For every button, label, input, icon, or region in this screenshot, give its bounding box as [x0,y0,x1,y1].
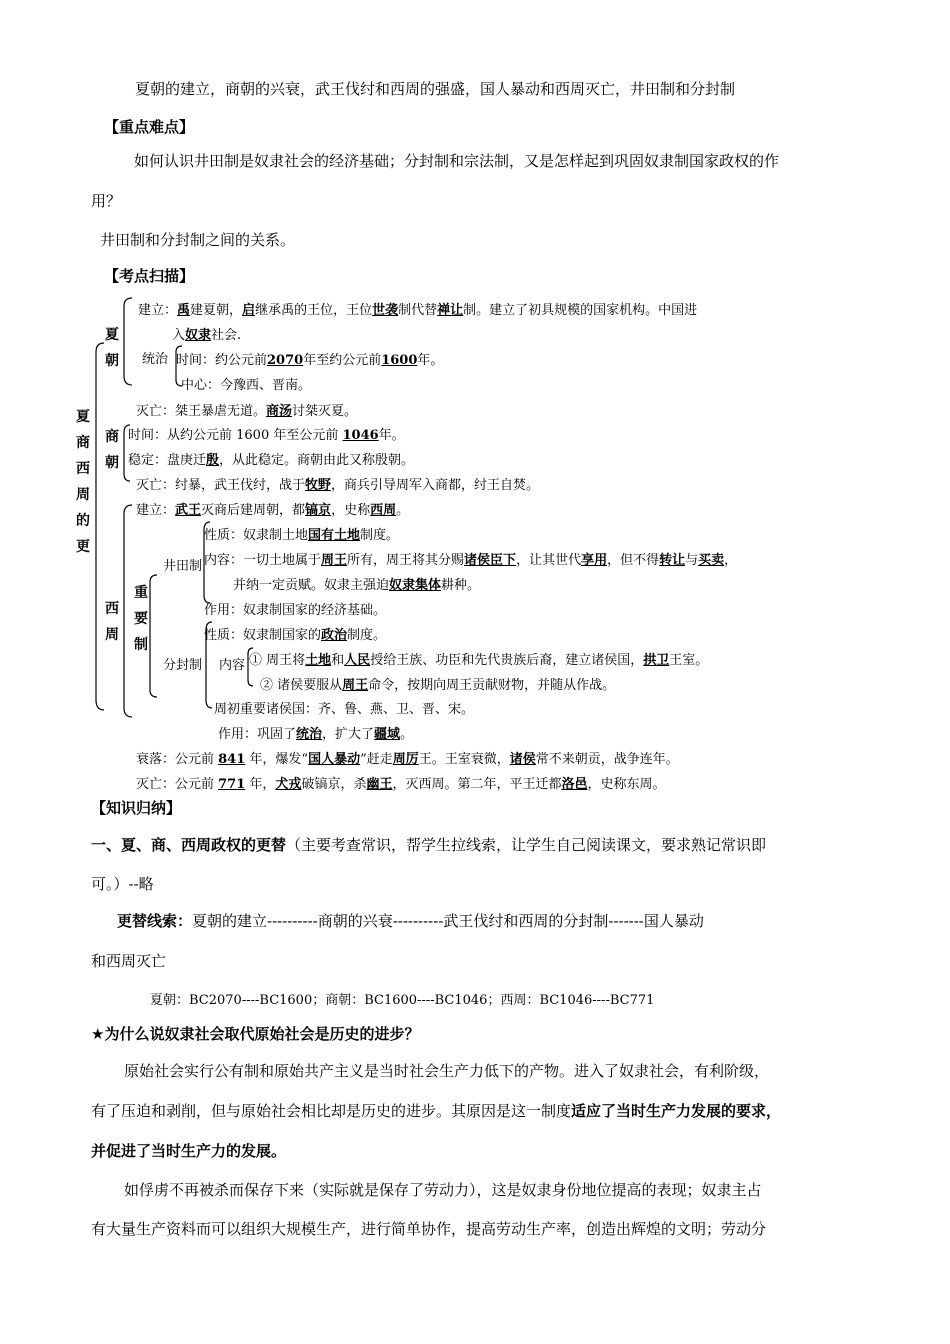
xia-fall-line: 灭亡：桀王暴虐无道。商汤讨桀灭夏。 [136,404,358,419]
root-brace [96,343,104,710]
para-line5: 有大量生产资料而可以组织大规模生产，进行简单协作，提高劳动生产率，创造出辉煌的文明；劳动分 [91,1220,767,1238]
xia-time-line: 时间：约公元前2070年至约公元前1600年。 [176,353,444,368]
fenfeng-role-line: 作用：巩固了统治，扩大了疆域。 [218,727,414,742]
xizhou-decline-line: 衰落：公元前 841 年，爆发“国人暴动”赶走周厉王。王室衰微，诸侯常不来朝贡，战争连年。 [136,752,679,767]
shang-vertical-label: 商 朝 [105,429,119,471]
key-point-line2: 用？ [91,192,122,210]
root-vertical-label: 夏 商 西 周 的 更 [76,409,90,555]
xia-found-line: 建立：禹建夏朝，启继承禹的王位，王位世袭制代替禅让制。建立了初具规模的国家机构。中国进 [138,303,698,318]
key-point-line1: 如何认识井田制是奴隶社会的经济基础；分封制和宗法制，又是怎样起到巩固奴隶制国家政权的作 [134,152,780,170]
clue-line2: 和西周灭亡 [91,952,167,970]
jingtian-content-line: 内容：一切土地属于周王所有，周王将其分赐诸侯臣下，让其世代享用，但不得转让与买卖， [204,553,738,568]
star-question: ★为什么说奴隶社会取代原始社会是历史的进步？ [91,1025,420,1043]
fenfeng-nature-line: 性质：奴隶制国家的政治制度。 [204,628,387,643]
jingtian-nature-line: 性质：奴隶制土地国有土地制度。 [204,528,400,543]
section-knowledge: 【知识归纳】 [91,799,182,817]
section-exam-scan: 【考点扫描】 [104,267,195,285]
important-brace [150,575,157,697]
fenfeng-label: 分封制 [163,658,203,673]
fenfeng-content-2: ② 诸侯要服从周王命令，按期向周王贡献财物，并随从作战。 [260,678,616,693]
important-vertical-label: 重 要 制 [134,585,148,653]
xia-brace [124,298,132,385]
xizhou-brace [124,505,132,717]
xizhou-found-line: 建立：武王灭商后建周朝，都镐京，史称西周。 [136,503,410,518]
shang-time-line: 时间：从约公元前 1600 年至公元前 1046年。 [128,428,405,443]
intro-line: 夏朝的建立，商朝的兴衰，武王伐纣和西周的强盛，国人暴动和西周灭亡，井田制和分封制 [135,80,736,98]
clue-line: 更替线索：夏朝的建立----------商朝的兴衰----------武王伐纣和西周的分封制-------国人暴动 [117,912,704,930]
xia-center-line: 中心：今豫西、晋南。 [181,378,312,393]
knowledge-h1-line2: 可。）--略 [91,875,154,893]
para-line4: 如俘虏不再被杀而保存下来（实际就是保存了劳动力），这是奴隶身份地位提高的表现；奴隶主占 [124,1181,762,1199]
jingtian-content-line2: 并纳一定贡赋。奴隶主强迫奴隶集体耕种。 [233,578,481,593]
shang-stable-line: 稳定：盘庚迁殷，从此稳定。商朝由此又称殷朝。 [128,453,415,468]
section-key-difficult: 【重点难点】 [104,118,195,136]
xia-rule-label: 统治 [142,352,169,367]
fenfeng-content-1: ① 周王将土地和人民授给王族、功臣和先代贵族后裔，建立诸侯国，拱卫王室。 [249,653,709,668]
xia-found-line2: 入奴隶社会. [172,328,242,343]
shang-fall-line: 灭亡：纣暴，武王伐纣，战于牧野，商兵引导周军入商都，纣王自焚。 [136,478,540,493]
xizhou-vertical-label: 西 周 [105,601,119,643]
jingtian-role-line: 作用：奴隶制国家的经济基础。 [204,603,387,618]
para-line2: 有了压迫和剥削，但与原始社会相比却是历史的进步。其原因是这一制度适应了当时生产力发展的要求， [91,1102,782,1120]
jingtian-label: 井田制 [163,559,203,574]
xizhou-fall-line: 灭亡：公元前 771 年，犬戎破镐京，杀幽王，灭西周。第二年，平王迁都洛邑，史称东周。 [136,777,666,792]
para-line3: 并促进了当时生产力的发展。 [91,1142,287,1160]
key-point-line3: 井田制和分封制之间的关系。 [100,231,296,249]
knowledge-h1: 一、夏、商、西周政权的更替（主要考查常识，帮学生拉线索，让学生自己阅读课文，要求熟记常识即 [91,836,767,854]
fenfeng-states-line: 周初重要诸侯国：齐、鲁、燕、卫、晋、宋。 [214,702,475,717]
xia-vertical-label: 夏 朝 [105,327,119,369]
fenfeng-content-label: 内容 [219,658,246,673]
dynasty-dates: 夏朝：BC2070----BC1600；商朝：BC1600----BC1046；西周：BC1046----BC771 [150,993,655,1008]
para-line1: 原始社会实行公有制和原始共产主义是当时社会生产力低下的产物。进入了奴隶社会，有利阶级， [124,1062,770,1080]
